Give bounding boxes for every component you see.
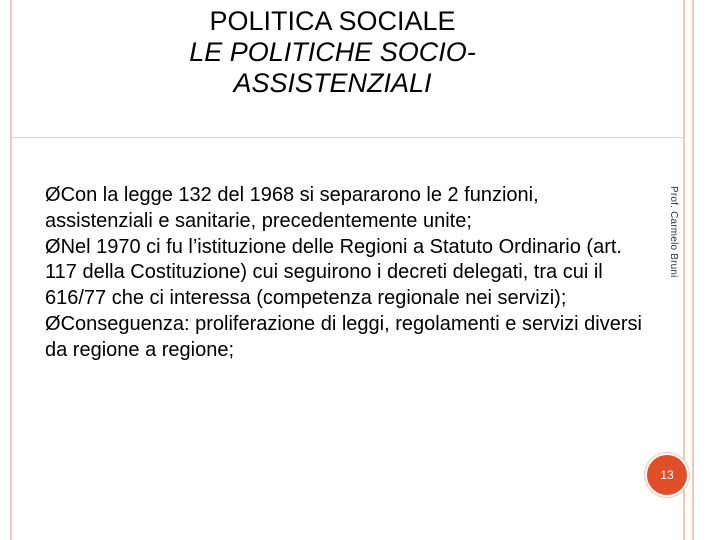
frame-right-line-outer: [692, 0, 694, 540]
bullet-arrow-icon: Ø: [45, 184, 61, 206]
frame-right-line: [683, 0, 685, 540]
page-number: 13: [660, 468, 674, 482]
slide-title: [100, 6, 565, 99]
bullet-text: Con la legge 132 del 1968 si separarono le 2 funzioni, assistenziali e sanitarie, precedentemente unite;: [45, 184, 539, 232]
author-credit: Prof. Carmelo Bruni: [668, 186, 679, 278]
bullet-arrow-icon: Ø: [45, 235, 61, 258]
title-line-2: LE POLITICHE SOCIO-ASSISTENZIALI: [189, 37, 476, 98]
title-line-1: POLITICA SOCIALE: [209, 6, 456, 36]
page-number-badge: [645, 453, 689, 497]
bullet-list: [45, 183, 645, 364]
bullet-item: [45, 183, 645, 235]
bullet-item: [45, 312, 645, 364]
frame-left-line: [10, 0, 12, 540]
bullet-item: [45, 235, 645, 312]
title-divider-line: [10, 137, 683, 138]
bullet-text: Nel 1970 ci fu l’istituzione delle Regioni a Statuto Ordinario (art. 117 della Costituzione) cui seguirono i decreti delegati, tra cui il 616/77 che ci interessa (competenza regionale nei servizi);: [45, 235, 622, 310]
bullet-arrow-icon: Ø: [45, 312, 61, 335]
bullet-text: Conseguenza: proliferazione di leggi, regolamenti e servizi diversi da regione a regione;: [45, 312, 642, 361]
